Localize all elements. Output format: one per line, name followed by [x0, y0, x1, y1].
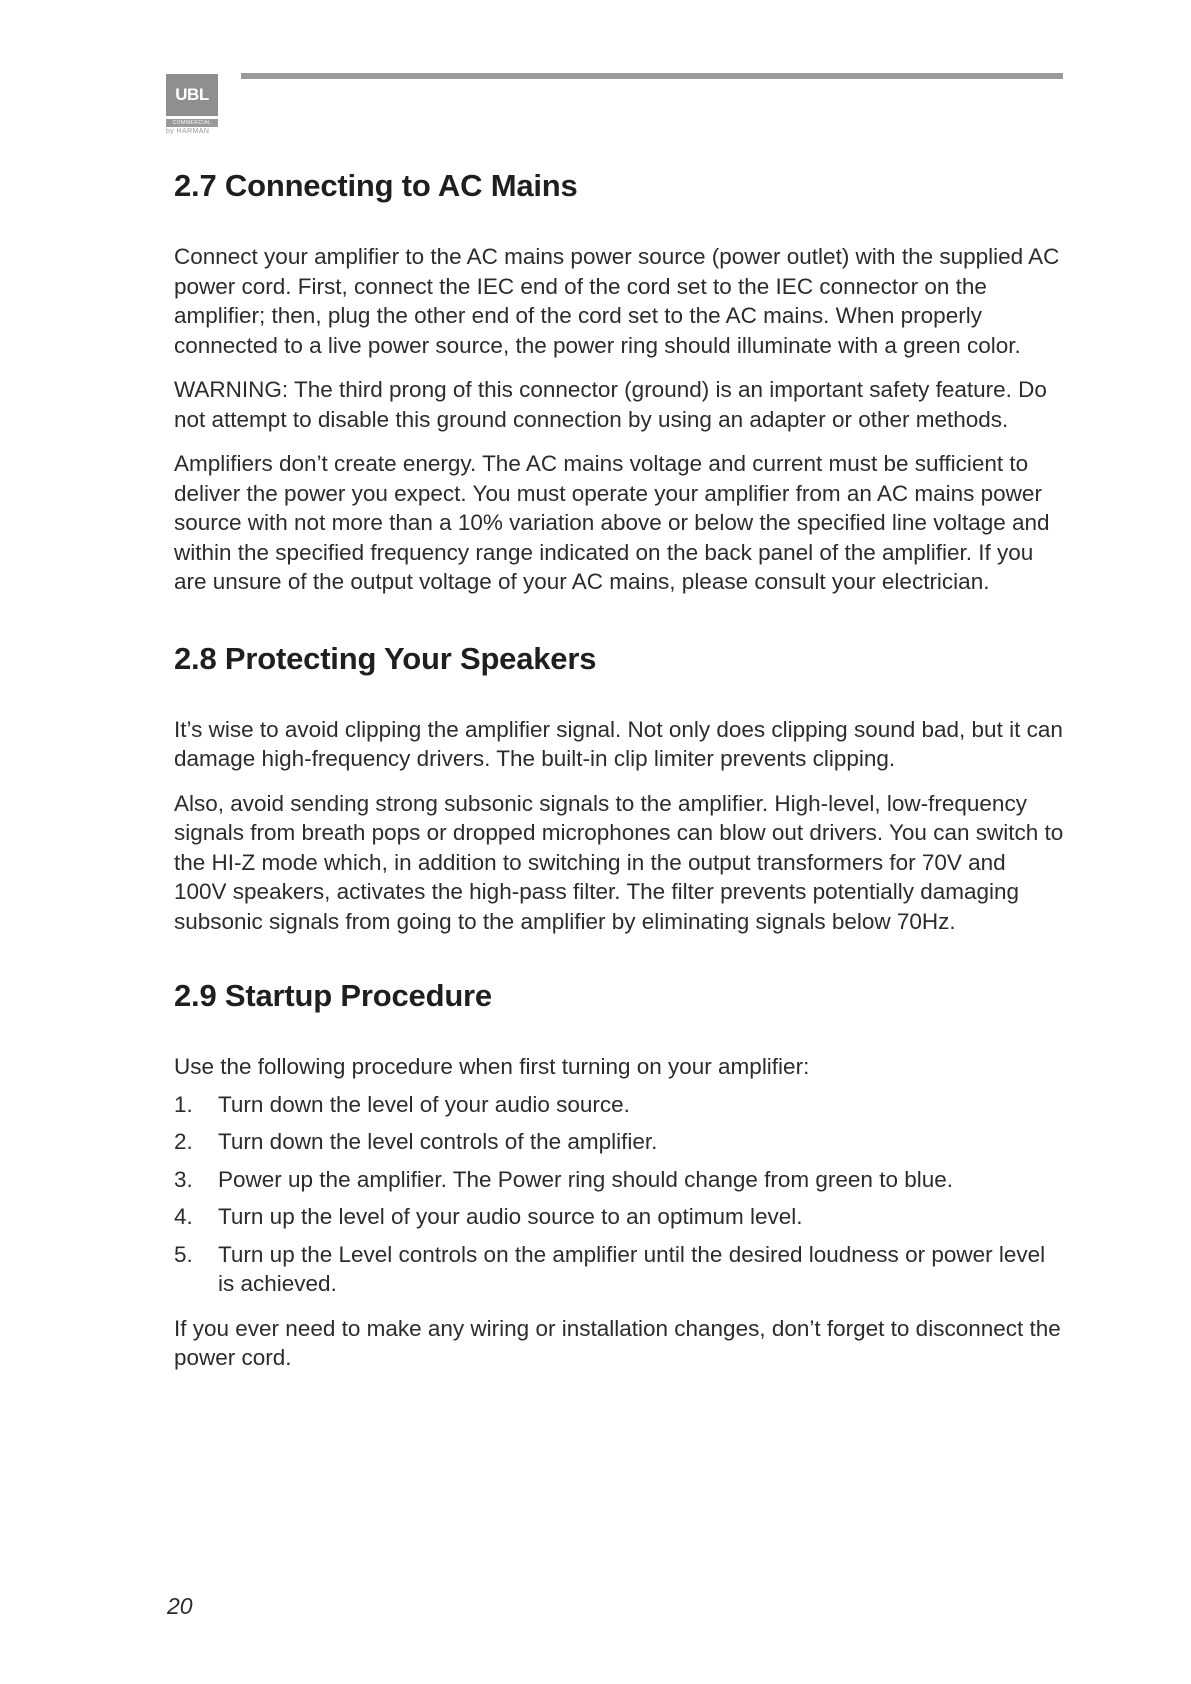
- list-item: [174, 1165, 1064, 1195]
- procedure-outro: If you ever need to make any wiring or installation changes, don’t forget to disconnect the power cord.: [174, 1315, 1061, 1370]
- section-heading: 2.8 Protecting Your Speakers: [174, 640, 597, 676]
- logo-sub: COMMERCIAL: [166, 119, 218, 127]
- step-text: Power up the amplifier. The Power ring should change from green to blue.: [218, 1166, 954, 1192]
- brand-logo: [166, 74, 218, 135]
- step-number: 5.: [174, 1241, 193, 1267]
- list-item: [174, 1090, 1064, 1120]
- list-item: [174, 1127, 1064, 1157]
- list-item: [174, 1202, 1064, 1232]
- warning-paragraph: WARNING: The third prong of this connector (ground) is an important safety feature. Do not attempt to disable this ground connection by using an adapter or other methods.: [174, 377, 1047, 432]
- section-ac-mains: [174, 168, 1064, 597]
- page-content: [174, 168, 1064, 1388]
- section-protecting-speakers: [174, 641, 1064, 937]
- paragraph: It’s wise to avoid clipping the amplifier signal. Not only does clipping sound bad, but it can damage high-frequency drivers. The built-in clip limiter prevents clipping.: [174, 716, 1063, 771]
- step-text: Turn up the level of your audio source to an optimum level.: [218, 1204, 803, 1229]
- step-number: 1.: [174, 1091, 193, 1117]
- section-startup-procedure: [174, 978, 1064, 1373]
- list-item: [174, 1240, 1064, 1299]
- step-text: Turn down the level controls of the amplifier.: [218, 1129, 658, 1154]
- page-number: 20: [167, 1593, 193, 1619]
- paragraph: Amplifiers don’t create energy. The AC mains voltage and current must be sufficient to deliver the power you expect. You must operate your amplifier from an AC mains power source with not more than a 10% variation above or below the specified line voltage and within the specified frequency range indicated on the back panel of the amplifier. If you are unsure of the output voltage of your AC mains, please consult your electrician.: [174, 451, 1050, 594]
- section-heading: 2.7 Connecting to AC Mains: [174, 168, 578, 203]
- procedure-steps: [174, 1090, 1064, 1299]
- step-text: Turn up the Level controls on the amplifier until the desired loudness or power level is achieved.: [218, 1241, 1046, 1296]
- step-number: 3.: [174, 1166, 193, 1192]
- step-number: 2.: [174, 1129, 193, 1154]
- procedure-intro: Use the following procedure when first turning on your amplifier:: [174, 1054, 810, 1079]
- section-heading: 2.9 Startup Procedure: [174, 978, 492, 1013]
- logo-mark: [166, 74, 218, 116]
- logo-text: UBL: [175, 85, 209, 104]
- step-text: Turn down the level of your audio source.: [218, 1091, 630, 1117]
- paragraph: Also, avoid sending strong subsonic signals to the amplifier. High-level, low-frequency signals from breath pops or dropped microphones can blow out drivers. You can switch to the HI-Z mode which, in addition to switching in the output transformers for 70V and 100V speakers, activates the high-pass filter. The filter prevents potentially damaging subsonic signals from going to the amplifier by eliminating signals below 70Hz.: [174, 790, 1064, 934]
- logo-brand: by HARMAN: [166, 128, 210, 135]
- header-rule: [241, 73, 1063, 79]
- step-number: 4.: [174, 1204, 193, 1229]
- paragraph: Connect your amplifier to the AC mains power source (power outlet) with the supplied AC power cord. First, connect the IEC end of the cord set to the IEC connector on the amplifier; then, plug the other end of the cord set to the AC mains. When properly connected to a live power source, the power ring should illuminate with a green color.: [174, 244, 1060, 358]
